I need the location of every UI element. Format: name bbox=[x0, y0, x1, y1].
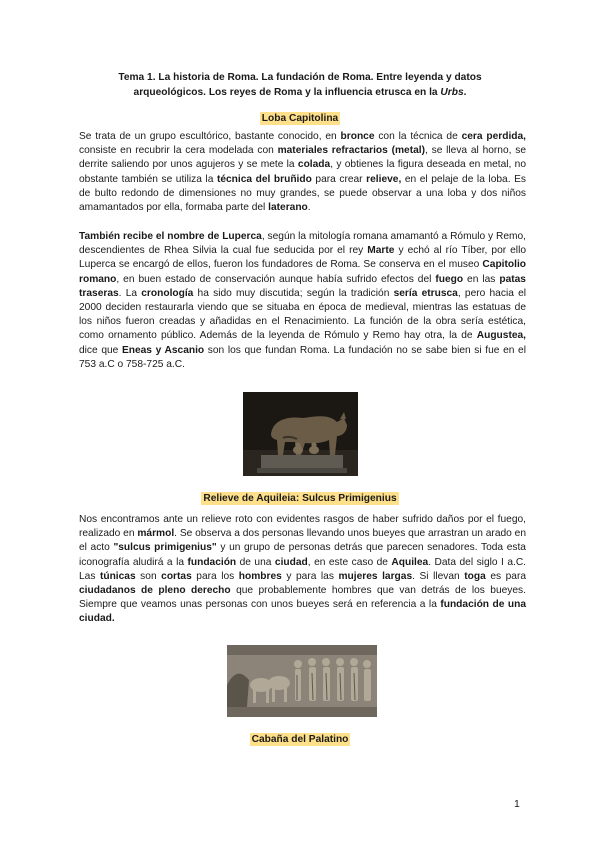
document-title bbox=[80, 71, 520, 100]
section-heading-loba bbox=[0, 108, 600, 126]
paragraph-relieve-aquileia: Nos encontramos ante un relieve roto con evidentes rasgos de haber sufrido daños por el fuego, realizado en mármol. Se observa a dos personas llevando unos bueyes que arrastran un arado en el acto "sulcus primigenius" y un grupo de personas detrás que parecen senadores. Toda esta iconografía aludirá a la fundación de una ciudad, en este caso de Aquilea. Data del siglo I a.C. Las túnicas son cortas para los hombres y para las mujeres largas. Si llevan toga es para ciudadanos de pleno derecho que probablemente hombres que van detrás de los bueyes. Siempre que veamos unas personas con unos bueyes será en referencia a la fundación de una ciudad. bbox=[79, 514, 527, 625]
title-line2: arqueológicos. Los reyes de Roma y la influencia etrusca en la bbox=[133, 86, 441, 98]
title-topic: Tema 1 bbox=[118, 72, 153, 83]
title-period: . bbox=[463, 86, 467, 98]
paragraph-loba-description: Se trata de un grupo escultórico, bastante conocido, en bronce con la técnica de cera perdida, consiste en recubrir la cera modelada con materiales refractarios (metal), se lleva al horno, se derrite saliendo por unos agujeros y se mete la colada, y obtienes la figura deseada en metal, no obstante también se utiliza la técnica del bruñido para crear relieve, en el pelaje de la loba. Es de bulto redondo de dimensiones no muy grandes, se puede observar a una loba y dos niños amamantados por ella, formaba parte del laterano. bbox=[79, 131, 527, 214]
section-heading-relieve-text: Relieve de Aquileia: Sulcus Primigenius bbox=[203, 493, 397, 504]
title-line1: . La historia de Roma. La fundación de Roma. Entre leyenda y datos bbox=[152, 72, 482, 83]
relieve-aquileia-photo bbox=[227, 645, 377, 717]
section-heading-cabana bbox=[0, 729, 600, 747]
section-heading-cabana-text: Cabaña del Palatino bbox=[251, 734, 349, 745]
section-heading-relieve bbox=[0, 488, 600, 506]
paragraph-luperca: También recibe el nombre de Luperca, según la mitología romana amamantó a Rómulo y Remo, descendientes de Rhea Silvia la cual fue seducida por el rey Marte y echó al río Tíber, por ello Luperca se encargó de ellos, fueron los fundadores de Roma. Se conserva en el museo Capitolio romano, en buen estado de conservación aunque había sufrido efectos del fuego en las patas traseras. La cronología ha sido muy discutida; según la tradición sería etrusca, pero hacia el 2000 deciden restaurarla viendo que se situaba en época de medieval, mientras las estatuas de los niños fueron creadas y añadidas en el Renacimiento. La función de la obra sería estética, como ornamento público. Además de la leyenda de Rómulo y Remo hay otra, la de Augustea, dice que Eneas y Ascanio son los que fundan Roma. La fundación no se sabe bien si fue en el 753 a.C o 758-725 a.C. bbox=[79, 231, 527, 370]
page-number: 1 bbox=[514, 798, 520, 810]
loba-capitolina-photo bbox=[243, 392, 358, 476]
title-urbs: Urbs bbox=[440, 86, 464, 98]
section-heading-loba-text: Loba Capitolina bbox=[261, 113, 339, 124]
